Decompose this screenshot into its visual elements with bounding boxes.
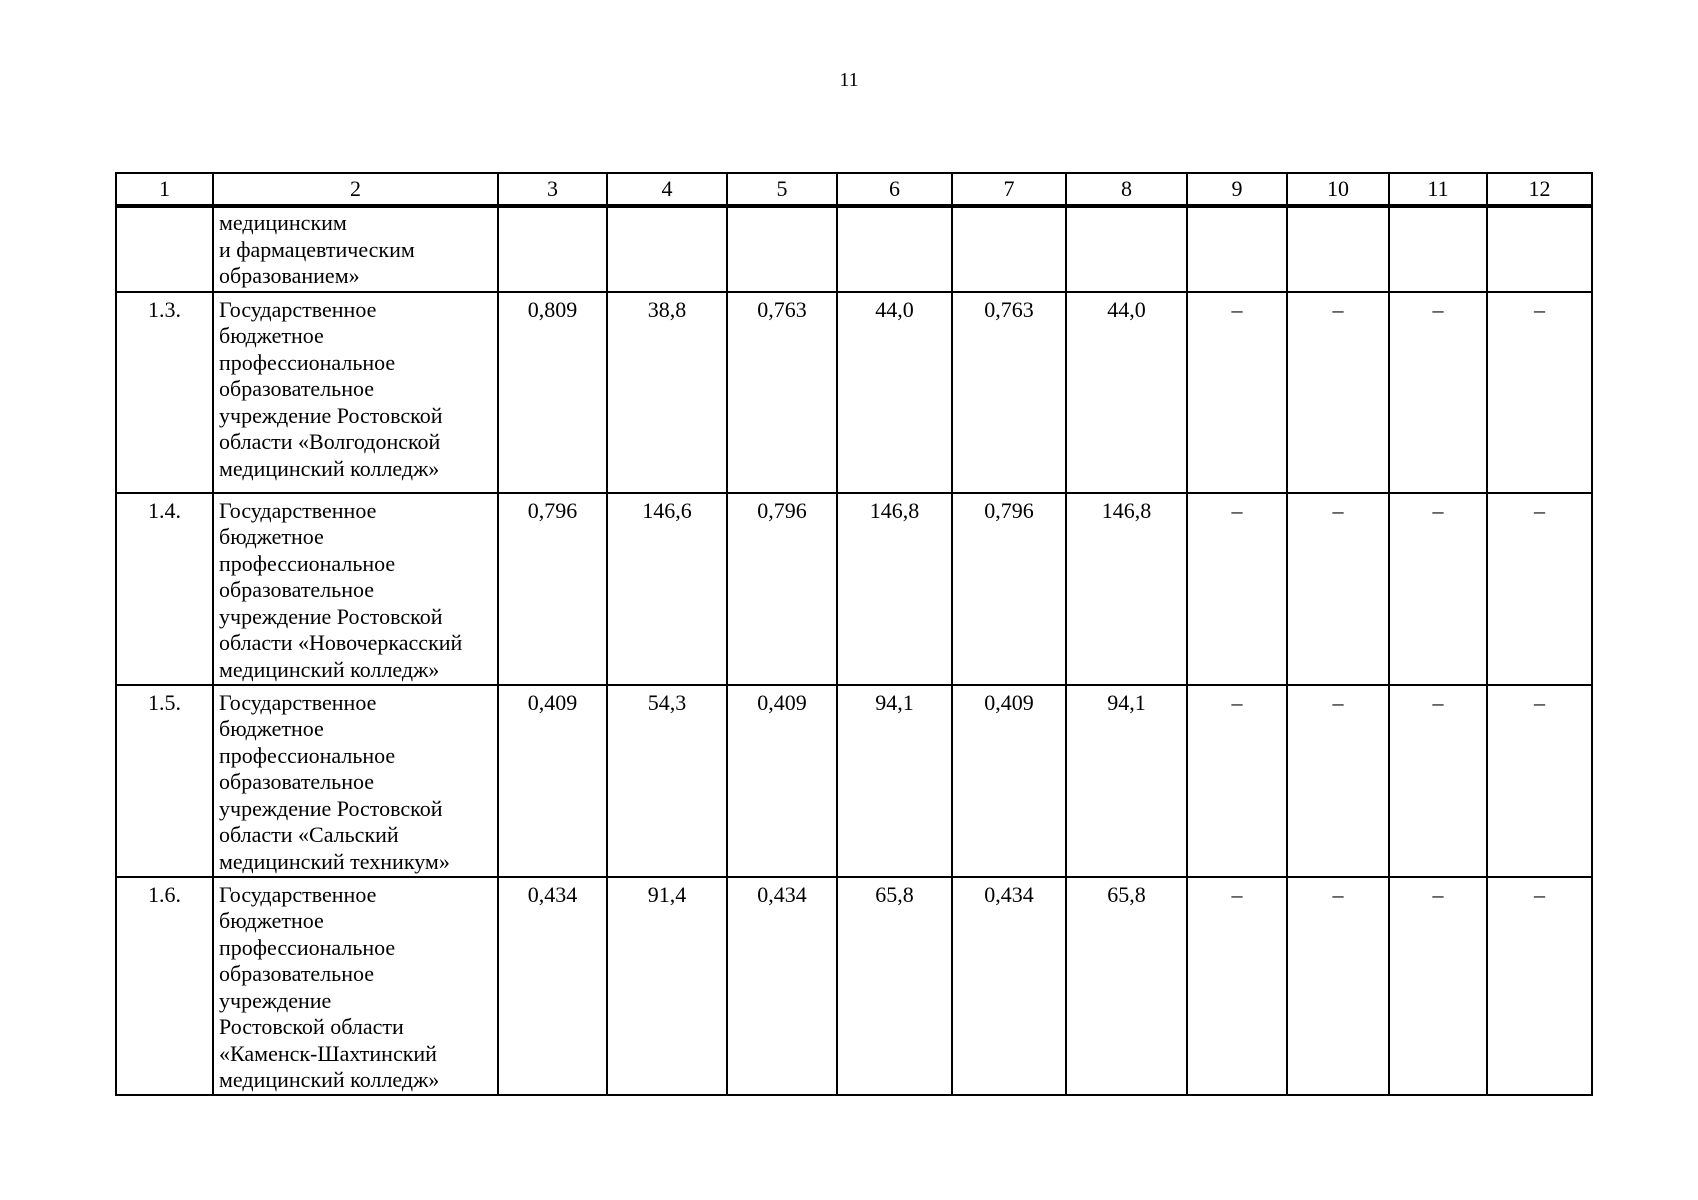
- name-line: образованием»: [219, 263, 360, 288]
- name-line: образовательное: [219, 376, 375, 401]
- institution-name-cell: [213, 206, 498, 292]
- value-cell: 0,796: [727, 493, 837, 685]
- value-cell: 146,6: [607, 493, 727, 685]
- name-line: профессиональное: [219, 934, 396, 960]
- column-header: 10: [1287, 173, 1389, 206]
- name-line: образовательное: [219, 961, 375, 986]
- value-cell: –: [1287, 493, 1389, 685]
- name-line: области «Новочеркасский: [219, 630, 463, 655]
- name-line: медицинский колледж»: [219, 455, 440, 481]
- value-cell: [1187, 206, 1287, 292]
- value-cell: 65,8: [837, 877, 952, 1095]
- value-cell: –: [1389, 877, 1487, 1095]
- value-cell: 94,1: [837, 685, 952, 877]
- value-cell: –: [1187, 493, 1287, 685]
- value-cell: 44,0: [837, 292, 952, 493]
- name-line: Государственное: [219, 497, 377, 523]
- value-cell: [498, 206, 607, 292]
- value-cell: –: [1287, 292, 1389, 493]
- header-row: [116, 173, 1592, 206]
- value-cell: [1389, 206, 1487, 292]
- name-line: учреждение Ростовской: [219, 603, 443, 629]
- column-header: 3: [498, 173, 607, 206]
- table-row: [116, 685, 1592, 877]
- name-line: образовательное: [219, 577, 375, 602]
- name-line: бюджетное: [219, 323, 324, 348]
- value-cell: –: [1487, 685, 1592, 877]
- value-cell: 94,1: [1066, 685, 1187, 877]
- name-line: профессиональное: [219, 550, 396, 576]
- value-cell: 0,796: [952, 493, 1066, 685]
- value-cell: 0,434: [952, 877, 1066, 1095]
- value-cell: –: [1187, 292, 1287, 493]
- value-cell: –: [1389, 685, 1487, 877]
- institution-name-cell: [213, 877, 498, 1095]
- name-line: медицинским: [219, 210, 347, 235]
- name-line: Ростовской области: [219, 1014, 404, 1039]
- table-row: [116, 493, 1592, 685]
- column-header: 5: [727, 173, 837, 206]
- name-line: области «Волгодонской: [219, 429, 441, 454]
- name-line: бюджетное: [219, 908, 324, 933]
- value-cell: [607, 206, 727, 292]
- value-cell: 146,8: [1066, 493, 1187, 685]
- value-cell: –: [1187, 685, 1287, 877]
- value-cell: 65,8: [1066, 877, 1187, 1095]
- name-line: Государственное: [219, 881, 377, 907]
- column-header: 7: [952, 173, 1066, 206]
- name-line: учреждение Ростовской: [219, 402, 443, 428]
- column-header: 11: [1389, 173, 1487, 206]
- value-cell: 0,409: [498, 685, 607, 877]
- value-cell: [952, 206, 1066, 292]
- name-line: бюджетное: [219, 716, 324, 741]
- column-header: 1: [116, 173, 213, 206]
- value-cell: 54,3: [607, 685, 727, 877]
- value-cell: –: [1487, 292, 1592, 493]
- table-row: [116, 877, 1592, 1095]
- row-number-cell: 1.5.: [116, 685, 213, 877]
- page-number: 11: [839, 69, 859, 91]
- column-header: 6: [837, 173, 952, 206]
- name-line: бюджетное: [219, 524, 324, 549]
- name-line: и фармацевтическим: [219, 236, 415, 262]
- name-line: образовательное: [219, 769, 375, 794]
- value-cell: [837, 206, 952, 292]
- value-cell: 0,763: [727, 292, 837, 493]
- column-header: 12: [1487, 173, 1592, 206]
- value-cell: 38,8: [607, 292, 727, 493]
- value-cell: 0,409: [952, 685, 1066, 877]
- institution-name-cell: [213, 493, 498, 685]
- row-number-cell: 1.3.: [116, 292, 213, 493]
- value-cell: –: [1389, 292, 1487, 493]
- value-cell: [1287, 206, 1389, 292]
- value-cell: 91,4: [607, 877, 727, 1095]
- column-header: 4: [607, 173, 727, 206]
- name-line: профессиональное: [219, 349, 396, 375]
- name-line: «Каменск-Шахтинский: [219, 1040, 437, 1066]
- value-cell: 0,409: [727, 685, 837, 877]
- value-cell: –: [1187, 877, 1287, 1095]
- value-cell: –: [1287, 685, 1389, 877]
- name-line: Государственное: [219, 689, 377, 715]
- name-line: медицинский колледж»: [219, 656, 440, 682]
- value-cell: [1066, 206, 1187, 292]
- table-row: [116, 292, 1592, 493]
- institution-name-cell: [213, 685, 498, 877]
- data-table: [115, 172, 1593, 1096]
- value-cell: –: [1487, 493, 1592, 685]
- value-cell: [1487, 206, 1592, 292]
- value-cell: –: [1389, 493, 1487, 685]
- name-line: медицинский колледж»: [219, 1067, 440, 1092]
- column-header: 9: [1187, 173, 1287, 206]
- value-cell: 0,434: [727, 877, 837, 1095]
- value-cell: –: [1287, 877, 1389, 1095]
- value-cell: [727, 206, 837, 292]
- table-row-continuation: [116, 206, 1592, 292]
- name-line: учреждение: [219, 987, 332, 1013]
- value-cell: –: [1487, 877, 1592, 1095]
- row-number-cell: 1.6.: [116, 877, 213, 1095]
- column-header: 2: [213, 173, 498, 206]
- value-cell: 146,8: [837, 493, 952, 685]
- column-header: 8: [1066, 173, 1187, 206]
- value-cell: 0,809: [498, 292, 607, 493]
- name-line: учреждение Ростовской: [219, 795, 443, 821]
- row-number-cell: [116, 206, 213, 292]
- value-cell: 44,0: [1066, 292, 1187, 493]
- institution-name-cell: [213, 292, 498, 493]
- value-cell: 0,763: [952, 292, 1066, 493]
- name-line: Государственное: [219, 296, 377, 322]
- name-line: медицинский техникум»: [219, 848, 450, 874]
- value-cell: 0,434: [498, 877, 607, 1095]
- value-cell: 0,796: [498, 493, 607, 685]
- name-line: профессиональное: [219, 742, 396, 768]
- name-line: области «Сальский: [219, 822, 399, 847]
- row-number-cell: 1.4.: [116, 493, 213, 685]
